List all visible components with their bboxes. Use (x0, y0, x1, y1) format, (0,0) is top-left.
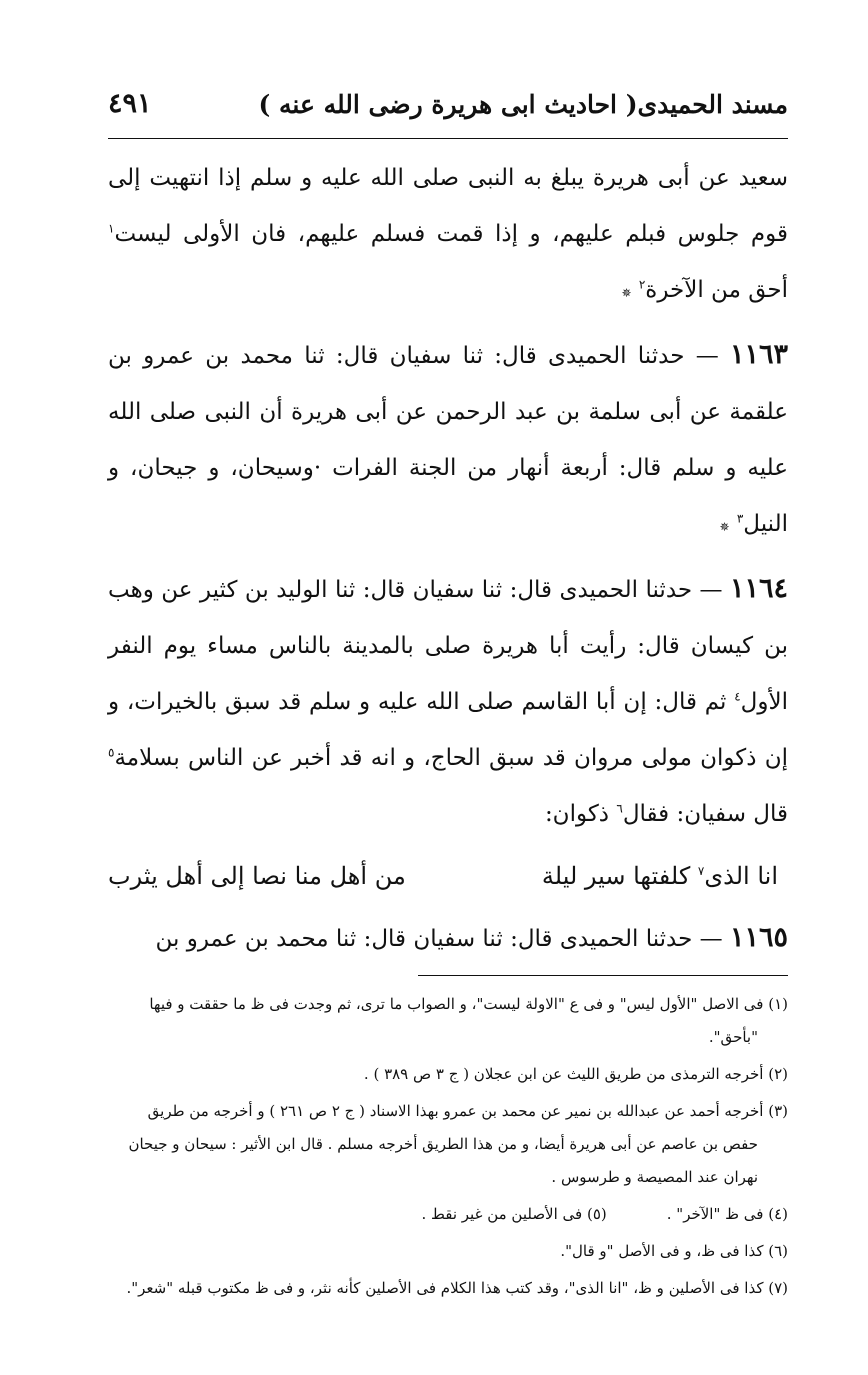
footnote-ref: ٧ (697, 864, 705, 878)
text-run: ثم قال: إن أبا القاسم صلى الله عليه و سلم قد سبق بالخيرات، و إن ذكوان مولى مروان قد سبق الحاج، و انه قد أخبر عن الناس بسلامة (108, 689, 788, 771)
header-rule (108, 138, 788, 139)
footnote-ref: ١ (108, 221, 115, 236)
poetry-verse (108, 848, 788, 904)
hadith-number: ١١٦٣ (729, 339, 788, 370)
footnote-ref: ٢ (638, 277, 646, 292)
main-text (108, 150, 788, 967)
section-title: ( احاديث ابى هريرة رضى الله عنه ) (258, 90, 638, 119)
text-run: — حدثنا الحميدى قال: ثنا سفيان قال: ثنا محمد بن عمرو بن علقمة عن أبى سلمة بن عبد الرحمن عن أبى هريرة أن النبى صلى الله عليه و سلم قال: أربعة أنهار من الجنة الفرات ·وسيحان، و جيحان، و النيل (108, 343, 788, 537)
footnote-4-5 (108, 1198, 788, 1231)
text-run: كلفتها سير ليلة (541, 862, 691, 890)
footnote-2: (٢) أخرجه الترمذى من طريق الليث عن ابن عجلان ( ج ٣ ص ٣٨٩ ) . (363, 1065, 788, 1083)
footnote-ref: ٥ (108, 745, 115, 760)
hadith-1164 (108, 561, 788, 842)
text-run: قال سفيان: فقال (622, 801, 788, 827)
footnote-3: (٣) أخرجه أحمد عن عبدالله بن نمير عن محمد بن عمرو بهذا الاسناد ( ج ٢ ص ٢٦١ ) و أخرجه من طريق حفص بن عاصم عن أبى هريرة أيضا، و من هذا الطريق أخرجه مسلم . قال ابن الأثير : سيحان و جيحان نهران عند المصيصة و طرسوس . (128, 1102, 788, 1186)
text-run: ذكوان: (544, 801, 610, 827)
hadith-1163 (108, 327, 788, 555)
page-number: ٤٩١ (108, 88, 152, 119)
footnote-1: (١) فى الاصل "الأول ليس" و فى ع "الاولة ليست"، و الصواب ما ترى، ثم وجدت فى ظ ما حققت و فيها "بأحق". (149, 995, 788, 1046)
text-run: أحق من الآخرة (645, 277, 788, 303)
verse-hemistich-2: من أهل منا نصا إلى أهل يثرب (108, 862, 406, 890)
footnote-rule (418, 975, 788, 976)
text-run: انا الذى (704, 862, 778, 890)
hadith-end-mark: ✵ (719, 520, 730, 534)
footnote-4: (٤) فى ظ "الآخر" . (666, 1205, 788, 1223)
hadith-number: ١١٦٥ (729, 922, 788, 953)
text-run: سعيد عن أبى هريرة يبلغ به النبى صلى الله عليه و سلم إذا انتهيت إلى قوم جلوس فبلم عليهم، و إذا قمت فسلم عليهم، فان الأولى ليست (108, 165, 788, 247)
text-run: — حدثنا الحميدى قال: ثنا سفيان قال: ثنا محمد بن عمرو بن (155, 926, 723, 952)
book-title: مسند الحميدى (637, 90, 788, 119)
footnote-ref: ٣ (736, 511, 744, 526)
footnotes (108, 988, 788, 1305)
footnote-6: (٦) كذا فى ظ، و فى الأصل "و قال". (560, 1242, 788, 1260)
hadith-1165 (108, 910, 788, 967)
running-head (108, 88, 788, 132)
footnote-5: (٥) فى الأصلين من غير نقط . (421, 1205, 607, 1223)
footnote-7: (٧) كذا فى الأصلين و ظ، "انا الذى"، وقد كتب هذا الكلام فى الأصلين كأنه نثر، و فى ظ مكتوب قبله "شعر". (126, 1279, 788, 1297)
footnote-ref: ٦ (616, 801, 623, 816)
book-page (108, 88, 788, 1309)
text-run: — حدثنا الحميدى قال: ثنا سفيان قال: ثنا الوليد بن كثير عن وهب بن كيسان قال: رأيت أبا هريرة صلى بالمدينة بالناس مساء يوم النفر الأول (108, 577, 788, 715)
paragraph-continuation (108, 150, 788, 321)
hadith-number: ١١٦٤ (729, 573, 788, 604)
hadith-end-mark: ✵ (621, 286, 632, 300)
footnote-ref: ٤ (734, 689, 741, 704)
verse-hemistich-1 (542, 848, 778, 904)
